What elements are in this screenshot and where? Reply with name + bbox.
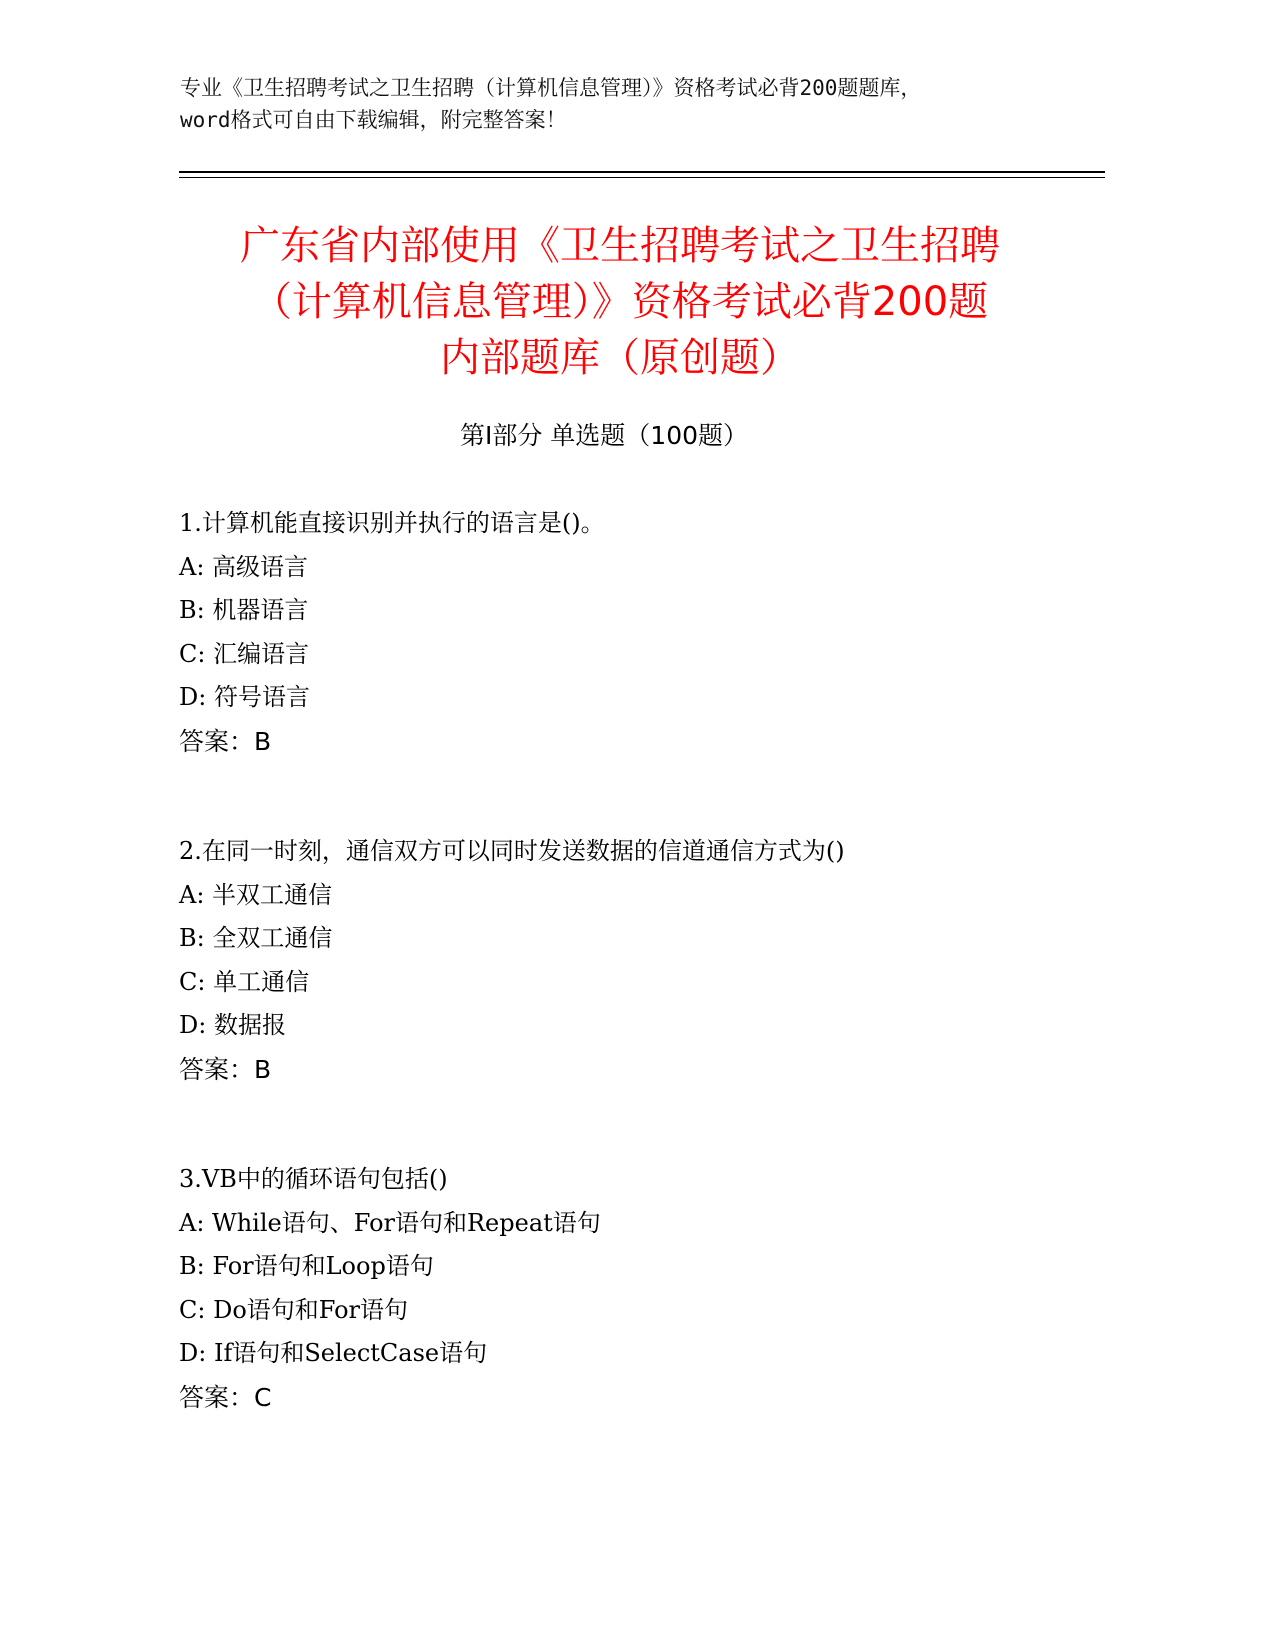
option-c: C: Do语句和For语句: [179, 1295, 409, 1324]
question-stem: 3.VB中的循环语句包括(): [179, 1165, 448, 1193]
option-c: C: 单工通信: [179, 967, 310, 996]
option-a: A: 高级语言: [179, 552, 309, 581]
question-stem: 1.计算机能直接识别并执行的语言是()。: [179, 509, 605, 537]
header-line-1: 专业《卫生招聘考试之卫生招聘（计算机信息管理）》资格考试必背200题题库，: [180, 76, 922, 100]
option-a: A: 半双工通信: [179, 880, 333, 909]
option-c: C: 汇编语言: [179, 639, 310, 668]
title-line-1: 广东省内部使用《卫生招聘考试之卫生招聘: [240, 223, 1000, 269]
option-a: A: While语句、For语句和Repeat语句: [179, 1208, 601, 1237]
question-list: [179, 502, 1119, 1486]
question-item: [179, 830, 1119, 1091]
option-d: D: 符号语言: [179, 683, 310, 711]
header-divider-thin: [179, 177, 1105, 178]
title-line-3: 内部题库（原创题）: [440, 335, 800, 381]
option-b: B: 机器语言: [179, 596, 309, 624]
answer-line: 答案：C: [179, 1382, 272, 1412]
question-item: [179, 502, 1119, 763]
document-header-note: [180, 72, 1060, 136]
title-line-2: （计算机信息管理）》资格考试必背200题: [251, 279, 989, 325]
option-d: D: If语句和SelectCase语句: [179, 1339, 488, 1367]
section-heading: 第Ⅰ部分 单选题（100题）: [459, 421, 749, 450]
document-title: [150, 218, 1090, 386]
option-d: D: 数据报: [179, 1011, 286, 1039]
option-b: B: 全双工通信: [179, 924, 333, 952]
header-divider-thick: [179, 171, 1105, 173]
answer-line: 答案：B: [179, 1054, 272, 1084]
option-b: B: For语句和Loop语句: [179, 1252, 434, 1280]
header-line-2: word格式可自由下载编辑，附完整答案！: [180, 108, 567, 132]
answer-line: 答案：B: [179, 726, 272, 756]
question-stem: 2.在同一时刻，通信双方可以同时发送数据的信道通信方式为(): [179, 837, 845, 865]
question-item: [179, 1158, 1119, 1419]
